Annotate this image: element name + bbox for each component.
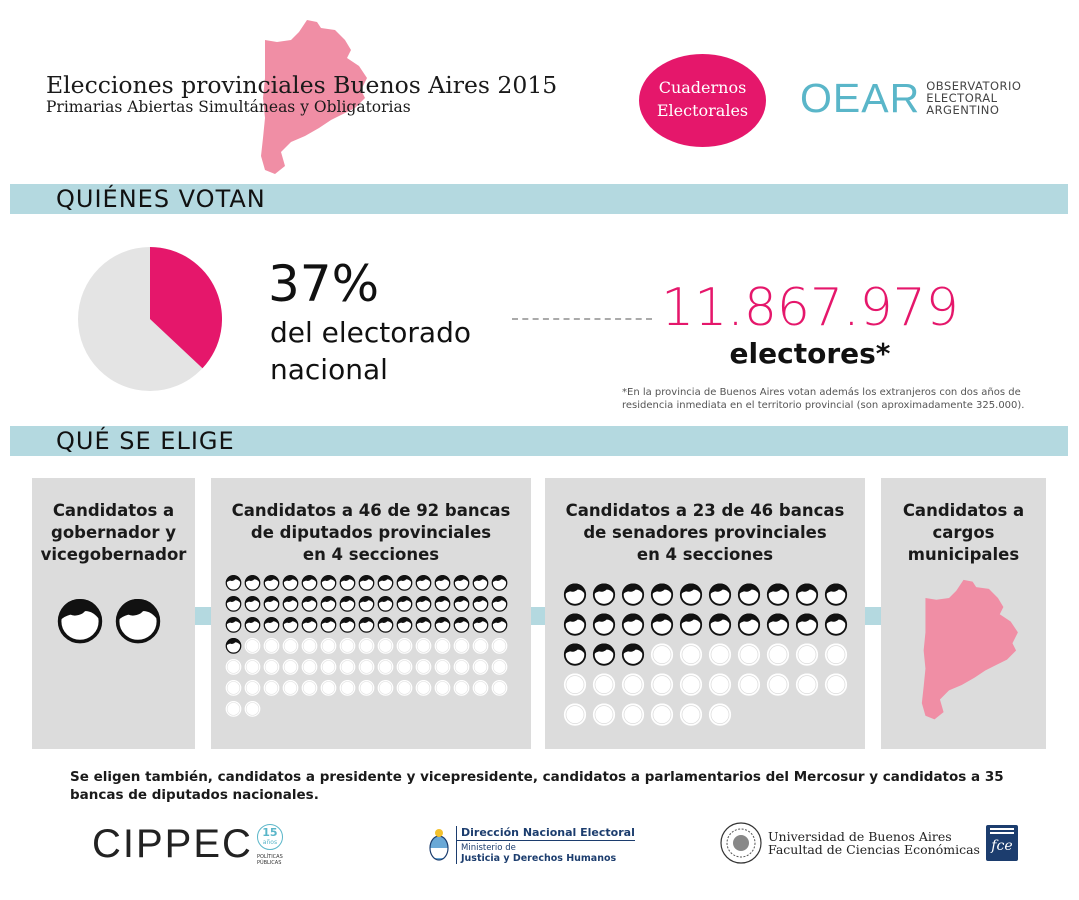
cuadernos-badge [639,54,766,147]
remaining-head-icon [795,642,819,666]
elected-head-icon [415,616,432,633]
elected-head-icon [114,596,162,644]
uba-line-2: Facultad de Ciencias Económicas [768,842,980,857]
dashed-separator [512,318,652,320]
remaining-head-icon [491,637,508,654]
elected-head-icon [453,616,470,633]
elected-head-icon [592,642,616,666]
remaining-head-icon [453,658,470,675]
remaining-head-icon [766,642,790,666]
elected-head-icon [225,616,242,633]
remaining-head-icon [225,700,242,717]
elected-head-icon [301,616,318,633]
card-deputies-line-2: de diputados provinciales [250,523,492,542]
elected-head-icon [453,595,470,612]
electorate-share-pie [78,247,222,391]
oear-line-3: ARGENTINO [926,103,1000,117]
elected-head-icon [225,637,242,654]
elected-head-icon [491,595,508,612]
card-deputies [211,478,531,749]
remaining-head-icon [491,679,508,696]
elected-head-icon [592,612,616,636]
remaining-head-icon [244,637,261,654]
elected-head-icon [472,595,489,612]
cippec-years: 15 [262,826,278,839]
elected-head-icon [339,574,356,591]
elected-head-icon [592,582,616,606]
elected-head-icon [795,582,819,606]
remaining-head-icon [592,672,616,696]
card-governor-line-2: gobernador y [51,523,176,542]
card-senators-line-3: en 4 secciones [636,545,774,564]
remaining-head-icon [358,637,375,654]
elected-head-icon [282,574,299,591]
elected-head-icon [621,582,645,606]
elected-head-icon [434,616,451,633]
remaining-head-icon [434,658,451,675]
note-line-1: Se eligen también, candidatos a presidente y vicepresidente, candidatos a parlamentarios del Mercosur y candidatos a 35 [70,769,1004,785]
elected-head-icon [766,582,790,606]
card-senators-line-1: Candidatos a 23 de 46 bancas [565,501,845,520]
remaining-head-icon [244,679,261,696]
elected-head-icon [708,582,732,606]
elected-head-icon [244,574,261,591]
elected-head-icon [225,595,242,612]
elected-head-icon [320,574,337,591]
elected-head-icon [263,616,280,633]
dne-logo [428,826,635,864]
remaining-head-icon [795,672,819,696]
elected-head-icon [339,616,356,633]
remaining-head-icon [679,702,703,726]
elected-head-icon [358,595,375,612]
cippec-logo [92,822,283,867]
elected-head-icon [472,574,489,591]
remaining-head-icon [679,642,703,666]
remaining-head-icon [434,679,451,696]
elected-head-icon [491,574,508,591]
card-governor-line-1: Candidatos a [52,501,175,520]
oear-acronym: OEAR [800,74,921,121]
elected-head-icon [396,574,413,591]
elected-head-icon [320,595,337,612]
elected-head-icon [824,582,848,606]
dne-ministry-1: Ministerio de [461,843,516,853]
elected-head-icon [563,582,587,606]
card-senators-line-2: de senadores provinciales [583,523,827,542]
badge-line-2: Electorales [656,101,749,120]
remaining-head-icon [339,679,356,696]
elected-head-icon [358,574,375,591]
elected-head-icon [339,595,356,612]
remaining-head-icon [282,637,299,654]
section-band-who [10,184,1068,214]
card-municipal-line-3: municipales [907,545,1020,564]
argentina-shield-icon [428,826,450,864]
elected-head-icon [244,595,261,612]
card-deputies-line-1: Candidatos a 46 de 92 bancas [231,501,511,520]
senators-heads [563,582,853,726]
remaining-head-icon [396,658,413,675]
percent-value: 37% [268,255,380,313]
remaining-head-icon [244,700,261,717]
remaining-head-icon [453,679,470,696]
elected-head-icon [358,616,375,633]
voters-label: electores* [729,337,891,370]
remaining-head-icon [708,642,732,666]
remaining-head-icon [415,637,432,654]
section-title-what: QUÉ SE ELIGE [56,427,235,455]
elected-head-icon [563,612,587,636]
elected-head-icon [282,595,299,612]
page-subtitle: Primarias Abiertas Simultáneas y Obligatorias [46,98,411,116]
uba-line-1: Universidad de Buenos Aires [768,829,952,844]
remaining-head-icon [320,637,337,654]
elected-head-icon [453,574,470,591]
deputies-heads [225,574,525,717]
elected-head-icon [377,574,394,591]
elected-head-icon [56,596,104,644]
badge-line-1: Cuadernos [658,78,747,97]
remaining-head-icon [708,672,732,696]
percent-caption-2: nacional [270,353,388,386]
percent-caption-1: del electorado [270,316,471,349]
card-senators [545,478,865,749]
elected-head-icon [301,595,318,612]
remaining-head-icon [339,637,356,654]
elected-head-icon [679,612,703,636]
elected-head-icon [650,582,674,606]
remaining-head-icon [650,642,674,666]
elected-head-icon [708,612,732,636]
remaining-head-icon [434,637,451,654]
remaining-head-icon [737,642,761,666]
elected-head-icon [320,616,337,633]
remaining-head-icon [491,658,508,675]
elected-head-icon [377,616,394,633]
remaining-head-icon [263,679,280,696]
elected-head-icon [396,595,413,612]
remaining-head-icon [320,679,337,696]
elected-head-icon [737,582,761,606]
governor-heads [56,596,176,644]
remaining-head-icon [301,637,318,654]
note-line-2: bancas de diputados nacionales. [70,787,319,803]
remaining-head-icon [453,637,470,654]
remaining-head-icon [301,679,318,696]
remaining-head-icon [472,637,489,654]
remaining-head-icon [244,658,261,675]
card-municipal-line-1: Candidatos a [902,501,1025,520]
remaining-head-icon [377,658,394,675]
remaining-head-icon [377,637,394,654]
remaining-head-icon [472,679,489,696]
card-governor-line-3: vicegobernador [40,545,187,564]
elected-head-icon [377,595,394,612]
elected-head-icon [415,574,432,591]
uba-seal-icon [720,822,762,864]
also-elected-note [70,768,1004,804]
remaining-head-icon [225,679,242,696]
remaining-head-icon [472,658,489,675]
elected-head-icon [766,612,790,636]
remaining-head-icon [282,658,299,675]
card-municipal [881,478,1046,749]
cippec-years-label: años [262,839,278,846]
elected-head-icon [563,642,587,666]
remaining-head-icon [396,679,413,696]
remaining-head-icon [320,658,337,675]
remaining-head-icon [563,702,587,726]
cippec-wordmark: CIPPEC [92,822,253,866]
elected-head-icon [795,612,819,636]
voters-count: 11.867.979 [661,278,959,338]
remaining-head-icon [766,672,790,696]
elected-head-icon [225,574,242,591]
card-municipal-line-2: cargos [932,523,995,542]
cippec-tag-1: POLÍTICAS [256,854,283,860]
remaining-head-icon [282,679,299,696]
elected-head-icon [434,574,451,591]
remaining-head-icon [263,637,280,654]
footnote [622,386,1024,412]
elected-head-icon [263,574,280,591]
elected-head-icon [263,595,280,612]
remaining-head-icon [737,672,761,696]
elected-head-icon [491,616,508,633]
cippec-tag-2: PÚBLICAS [256,860,282,866]
elected-head-icon [244,616,261,633]
elected-head-icon [282,616,299,633]
card-deputies-line-3: en 4 secciones [302,545,440,564]
elected-head-icon [415,595,432,612]
footnote-line-1: *En la provincia de Buenos Aires votan además los extranjeros con dos años de [622,387,1021,398]
remaining-head-icon [225,658,242,675]
section-band-what [10,426,1068,456]
remaining-head-icon [824,672,848,696]
elected-head-icon [301,574,318,591]
elected-head-icon [434,595,451,612]
page-title: Elecciones provinciales Buenos Aires 2015 [46,71,558,99]
remaining-head-icon [415,658,432,675]
remaining-head-icon [650,672,674,696]
connector-3 [864,607,882,625]
remaining-head-icon [592,702,616,726]
remaining-head-icon [301,658,318,675]
dne-title: Dirección Nacional Electoral [457,826,635,841]
oear-line-2: ELECTORAL [926,91,998,105]
remaining-head-icon [415,679,432,696]
card-governor [32,478,195,749]
dne-ministry-2: Justicia y Derechos Humanos [461,853,617,864]
fce-logo [986,825,1018,861]
elected-head-icon [824,612,848,636]
remaining-head-icon [563,672,587,696]
remaining-head-icon [621,702,645,726]
uba-logo [720,822,1018,864]
elected-head-icon [650,612,674,636]
elected-head-icon [737,612,761,636]
oear-logo [800,74,1022,121]
remaining-head-icon [358,679,375,696]
oear-line-1: OBSERVATORIO [926,79,1022,93]
remaining-head-icon [377,679,394,696]
remaining-head-icon [396,637,413,654]
remaining-head-icon [679,672,703,696]
elected-head-icon [621,642,645,666]
remaining-head-icon [824,642,848,666]
remaining-head-icon [358,658,375,675]
section-title-who: QUIÉNES VOTAN [56,185,266,213]
elected-head-icon [396,616,413,633]
province-map-icon [911,578,1026,723]
remaining-head-icon [263,658,280,675]
fce-logo-text: fce [991,838,1013,854]
remaining-head-icon [339,658,356,675]
elected-head-icon [679,582,703,606]
remaining-head-icon [708,702,732,726]
remaining-head-icon [621,672,645,696]
elected-head-icon [472,616,489,633]
remaining-head-icon [650,702,674,726]
elected-head-icon [621,612,645,636]
footnote-line-2: residencia inmediata en el territorio provincial (son aproximadamente 325.000). [622,400,1025,411]
